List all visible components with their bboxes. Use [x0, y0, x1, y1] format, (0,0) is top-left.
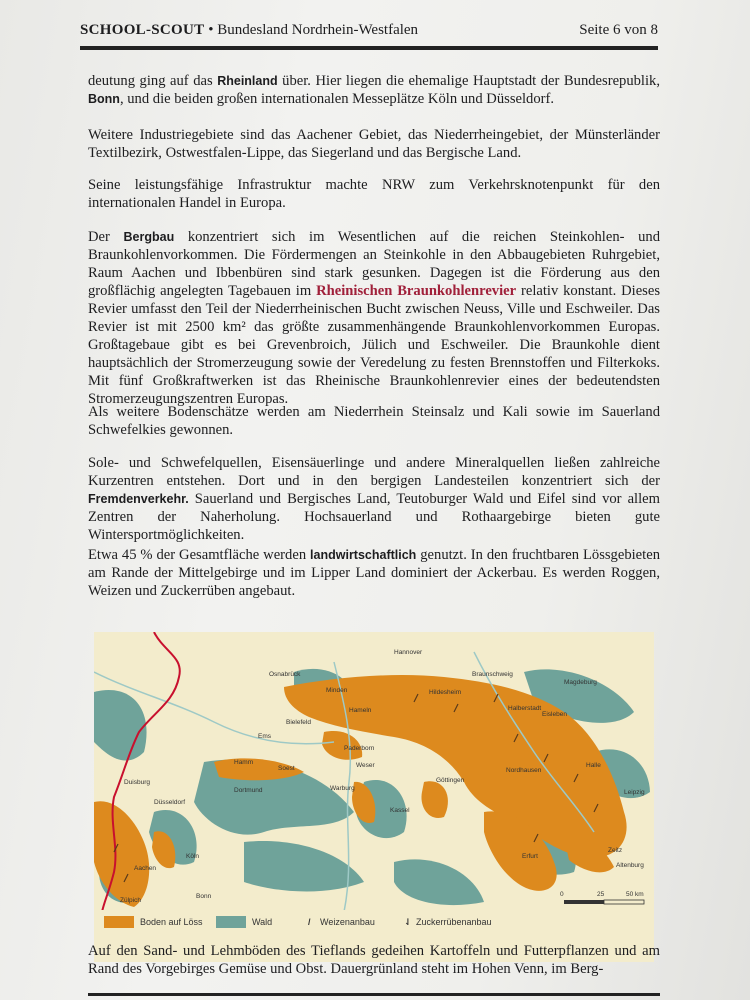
legend-label-wheat: Weizenanbau [320, 917, 375, 927]
city-label: Altenburg [616, 862, 644, 869]
page-number: Seite 6 von 8 [579, 22, 658, 38]
river-label: Ems [258, 733, 271, 740]
map-legend [94, 910, 654, 932]
beet-icon: ⇃ [404, 917, 412, 927]
wheat-icon: / [308, 917, 311, 927]
city-label: Duisburg [124, 779, 151, 786]
header-separator: • [204, 22, 218, 38]
scale-label: 25 [597, 891, 605, 898]
city-label: Leipzig [624, 789, 645, 796]
header-brand: SCHOOL-SCOUT [80, 22, 205, 38]
paragraph-infrastruktur: Seine leistungsfähige Infrastruktur machte NRW zum Verkehrsknotenpunkt für den internationalen Handel in Europa. [88, 177, 660, 211]
city-label: Halle [586, 762, 601, 769]
paragraph-fremdenverkehr: Sole- und Schwefelquellen, Eisensäuerlinge und andere Mineralquellen ließen zahlreiche Kurzentren entstehen. Dort und in den bergigen Landesteilen konzentriert sich der Fremdenverkehr. Sauerland und Bergisches Land, Teutoburger Wald und Eifel sind vor allem Zentren der Naherholung. Hochsauerland und Rothaargebirge bieten gute Wintersportmöglichkeiten. [88, 455, 660, 543]
city-label: Minden [326, 687, 348, 694]
legend-swatch-loess [104, 916, 134, 928]
paragraph-bodenschaetze: Als weitere Bodenschätze werden am Niederrhein Steinsalz und Kali sowie im Sauerland Schwefelkies gewonnen. [88, 404, 660, 438]
legend-swatch-forest [216, 916, 246, 928]
city-label: Paderborn [344, 745, 375, 752]
city-label: Magdeburg [564, 679, 597, 686]
city-label: Bielefeld [286, 719, 311, 726]
city-label: Zülpich [120, 897, 141, 904]
city-label: Warburg [330, 785, 355, 792]
river-label: Weser [356, 762, 375, 769]
city-label: Hildesheim [429, 689, 462, 696]
page-header [80, 22, 658, 46]
city-label: Hannover [394, 649, 423, 656]
city-label: Eisleben [542, 711, 567, 718]
legend-label-forest: Wald [252, 917, 273, 927]
paragraph-landwirtschaft: Etwa 45 % der Gesamtfläche werden landwirtschaftlich genutzt. In den fruchtbaren Lössgebieten am Rande der Mittelgebirge und im Lipper Land dominiert der Ackerbau. Es werden Roggen, Weizen und Zuckerrüben angebaut. [88, 547, 660, 599]
city-label: Kassel [390, 807, 410, 814]
city-label: Köln [186, 853, 200, 860]
city-label: Hamm [234, 759, 254, 766]
header-rule [80, 46, 658, 50]
city-label: Zeitz [608, 847, 623, 854]
city-label: Göttingen [436, 777, 465, 784]
scale-label: 50 km [626, 891, 644, 898]
header-subtitle: Bundesland Nordrhein-Westfalen [217, 22, 419, 38]
city-label: Halberstadt [508, 705, 542, 712]
legend-label-beet: Zuckerrübenanbau [416, 917, 492, 927]
city-label: Osnabrück [269, 671, 301, 678]
city-label: Hameln [349, 707, 372, 714]
city-label: Soest [278, 765, 295, 772]
city-label: Düsseldorf [154, 799, 186, 806]
city-label: Bonn [196, 893, 212, 900]
paragraph-rheinland: deutung ging auf das Rheinland über. Hier liegen die ehemalige Hauptstadt der Bundesrepublik, Bonn, und die beiden großen internationalen Messeplätze Köln und Düsseldorf. [88, 73, 660, 107]
city-label: Erfurt [522, 853, 538, 860]
city-label: Dortmund [234, 787, 263, 794]
scale-label: 0 [560, 891, 564, 898]
paragraph-industriegebiete: Weitere Industriegebiete sind das Aachener Gebiet, das Niederrheingebiet, der Münsterländer Textilbezirk, Ostwestfalen-Lippe, das Siegerland und das Bergische Land. [88, 127, 660, 161]
map-graphic [94, 632, 654, 912]
city-label: Braunschweig [472, 671, 513, 678]
legend-label-loess: Boden auf Löss [140, 917, 203, 927]
footer-rule [88, 993, 660, 996]
city-label: Aachen [134, 865, 157, 872]
city-label: Nordhausen [506, 767, 542, 774]
paragraph-tiefland: Auf den Sand- und Lehmböden des Tieflands gedeihen Kartoffeln und Futterpflanzen und am Rand des Vorgebirges Gemüse und Obst. Dauergrünland steht im Hohen Venn, im Berg- [88, 943, 660, 977]
paragraph-bergbau: Der Bergbau konzentriert sich im Wesentlichen auf die reichen Steinkohlen- und Braunkohlenvorkommen. Die Fördermengen an Steinkohle in den Abbaugebieten Ruhrgebiet, Raum Aachen und Ibbenbüren sind stark gesunken. Dagegen ist die Förderung aus den großflächig angelegten Tagebauen im Rheinischen Braunkohlenrevier relativ konstant. Dieses Revier umfasst den Teil der Niederrheinischen Bucht zwischen Neuss, Ville und Eschweiler. Das Revier ist mit 2500 km² das größte zusammenhängende Braunkohlenvorkommen Europas. Großtagebaue gibt es bei Grevenbroich, Jülich und Eschweiler. Die Braunkohle dient hauptsächlich der Stromerzeugung sowie der Veredelung zu festen Brennstoffen und Filterkoks. Mit fünf Großkraftwerken ist das Rheinische Braunkohlenrevier eines der bedeutendsten Stromerzeugungszentren Europas. [88, 229, 661, 407]
